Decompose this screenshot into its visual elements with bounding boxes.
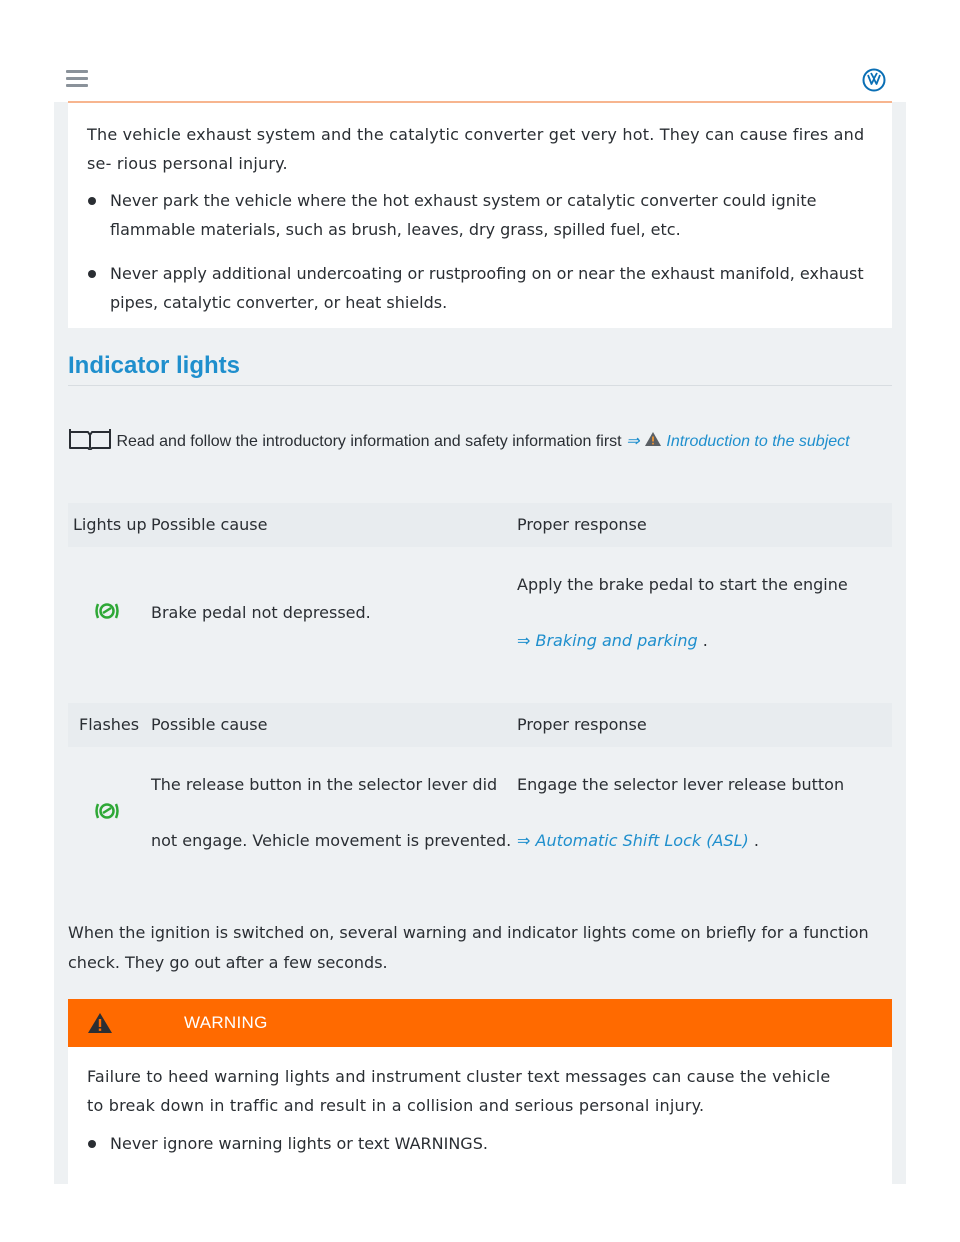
section-title: Indicator lights xyxy=(68,352,241,379)
exhaust-warning-card xyxy=(68,103,892,328)
table2-col-cause: Possible cause xyxy=(151,715,268,734)
braking-and-parking-link[interactable]: ⇒ Braking and parking xyxy=(517,631,698,650)
table2-cause-line2: not engage. Vehicle movement is prevented. xyxy=(151,831,512,850)
intro-note xyxy=(68,428,888,455)
table1-link-suffix: . xyxy=(702,631,708,650)
brake-lamp-icon xyxy=(94,601,120,621)
automatic-shift-lock-link[interactable]: ⇒ Automatic Shift Lock (ASL) xyxy=(517,831,749,850)
table2-response: Engage the selector lever release button xyxy=(517,775,845,794)
table1-col-response: Proper response xyxy=(517,515,647,534)
table2-col-flashes: Flashes xyxy=(79,715,140,734)
table2-col-response: Proper response xyxy=(517,715,647,734)
table2-response-link-wrap xyxy=(517,831,759,850)
warning-bullet: Never ignore warning lights or text WARNINGS. xyxy=(68,1129,880,1158)
table2-header xyxy=(68,703,892,747)
intro-link[interactable]: Introduction to the subject xyxy=(666,433,850,450)
warning-triangle-icon xyxy=(87,1012,113,1034)
top-bar xyxy=(0,0,960,102)
table2-cause-line1: The release button in the selector lever did xyxy=(151,775,498,794)
table1-col-cause: Possible cause xyxy=(151,515,268,534)
section-divider xyxy=(68,385,892,386)
warning-paragraph: Failure to heed warning lights and instrument cluster text messages can cause the vehicle to break down in traffic and result in a collision and serious personal injury. xyxy=(87,1067,831,1115)
selector-lamp-icon xyxy=(94,801,120,821)
warning-triangle-icon xyxy=(644,431,662,447)
menu-icon[interactable] xyxy=(66,70,88,88)
table1-response-link-wrap xyxy=(517,631,708,650)
table1-cause: Brake pedal not depressed. xyxy=(151,603,371,622)
intro-text: Read and follow the introductory information and safety information first xyxy=(116,433,622,450)
exhaust-bullet-1: Never park the vehicle where the hot exhaust system or catalytic converter could ignite flammable materials, such as brush, leaves, dry grass, spilled fuel, etc. xyxy=(68,186,880,244)
table1-col-lights-up: Lights up xyxy=(73,515,147,534)
table1-response: Apply the brake pedal to start the engine xyxy=(517,575,848,594)
table1-header xyxy=(68,503,892,547)
table2-link-suffix: . xyxy=(753,831,759,850)
book-icon xyxy=(68,428,112,450)
warning-header xyxy=(68,999,892,1047)
exhaust-paragraph: The vehicle exhaust system and the catalytic converter get very hot. They can cause fires and se- rious personal injury. xyxy=(87,125,865,173)
ignition-note: When the ignition is switched on, several warning and indicator lights come on briefly for a function check. They go out after a few seconds. xyxy=(68,923,869,972)
warning-title: WARNING xyxy=(184,1013,268,1032)
exhaust-bullet-2: Never apply additional undercoating or rustproofing on or near the exhaust manifold, exhaust pipes, catalytic converter, or heat shields. xyxy=(68,259,880,317)
warning-body xyxy=(68,1047,892,1184)
vw-logo-icon[interactable] xyxy=(862,68,886,92)
intro-arrow: ⇒ xyxy=(626,433,640,450)
